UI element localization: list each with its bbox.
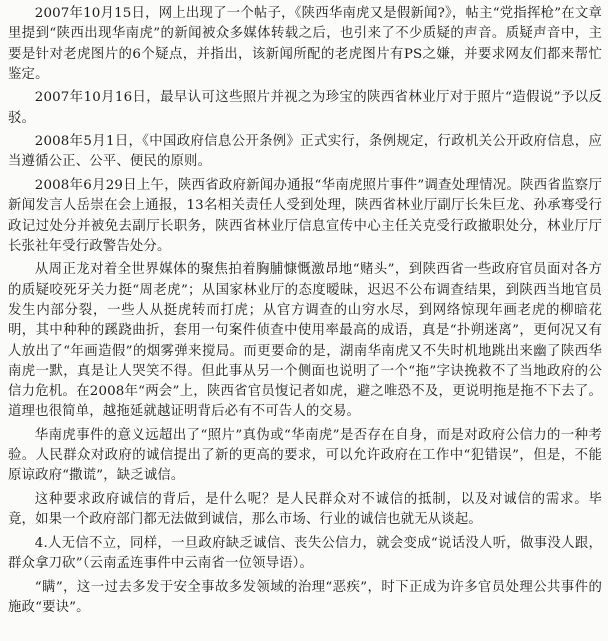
paragraph-event-analysis: 从周正龙对着全世界媒体的聚焦拍着胸脯慷慨激昂地“赌头”，到陕西省一些政府官员面对各方的质疑咬死牙关力挺“周老虎”；从国家林业厅的态度暧昧，迟迟不公布调查结果，到陕西当地官员发生内部分裂，一些人从挺虎转而打虎；从官方调查的山穷水尽，到网络惊现年画老虎的柳暗花明，其中种种的蹊跷曲折，套用一句案件侦查中使用率最高的成语，真是“扑朔迷离”，更何况又有人放出了“年画造假”的烟雾弹来搅局。而更要命的是，湖南华南虎又不失时机地跳出来幽了陕西华南虎一默，真是让人哭笑不得。但此事从另一个侧面也说明了一个“拖”字诀挽救不了当地政府的公信力危机。在2008年“两会”上，陕西省官员愎记者如虎，避之唯恐不及，更说明拖是拖不下去了。道理也很简单，越拖延就越证明背后必有不可告人的交易。 — [8, 262, 602, 420]
paragraph-investigation-report: 2008年6月29日上午，陕西省政府新闻办通报“华南虎照片事件”调查处理情况。陕西省监察厅新闻发言人岳崇在会上通报，13名相关责任人受到处理，陕西省林业厅副厅长朱巨龙、孙承骞受行政记过处分并被免去副厅长职务，陕西省林业厅信息宣传中心主任关克受行政撤职处分，林业厅厅长张社年受行政警告处分。 — [8, 177, 602, 254]
paragraph-tiger-post: 2007年10月15日，网上出现了一个帖子，《陕西华南虎又是假新闻?》，帖主“党指挥枪”在文章里提到“陕西出现华南虎”的新闻被众多媒体转载之后，也引来了不少质疑的声音。质疑声音中，主要是针对老虎图片的6个疑点，并指出，该新闻所配的老虎图片有PS之嫌，并要求网友们都来帮忙鉴定。 — [8, 6, 602, 82]
paragraph-no-trust: 4.人无信不立，同样，一旦政府缺乏诚信、丧失公信力，就会变成“说话没人听，做事没人跟，群众拿刀砍”（云南孟连事件中云南省一位领导语）。 — [8, 535, 602, 572]
paragraph-info-regulation: 2008年5月1日，《中国政府信息公开条例》正式实行，条例规定，行政机关公开政府信息，应当遵循公正、公平、便民的原则。 — [8, 134, 602, 170]
paragraph-integrity-demand: 这种要求政府诚信的背后，是什么呢？是人民群众对不诚信的抵制，以及对诚信的需求。毕竟，如果一个政府部门都无法做到诚信，那么市场、行业的诚信也就无从谈起。 — [8, 491, 602, 528]
paragraph-credibility-test: 华南虎事件的意义远超出了“照片”真伪或“华南虎”是否存在自身，而是对政府公信力的一种考验。人民群众对政府的诚信提出了新的更高的要求，可以允许政府在工作中“犯错误”，但是，不能原谅政府“撒谎”，缺乏诚信。 — [8, 427, 602, 484]
paragraph-concealment: “瞒”，这一过去多发于安全事故多发领域的治理“恶疾”，时下正成为许多官员处理公共事件的施政“要诀”。 — [8, 579, 602, 615]
paragraph-forestry-rebuttal: 2007年10月16日，最早认可这些照片并视之为珍宝的陕西省林业厅对于照片“造假说”予以反驳。 — [8, 90, 602, 126]
